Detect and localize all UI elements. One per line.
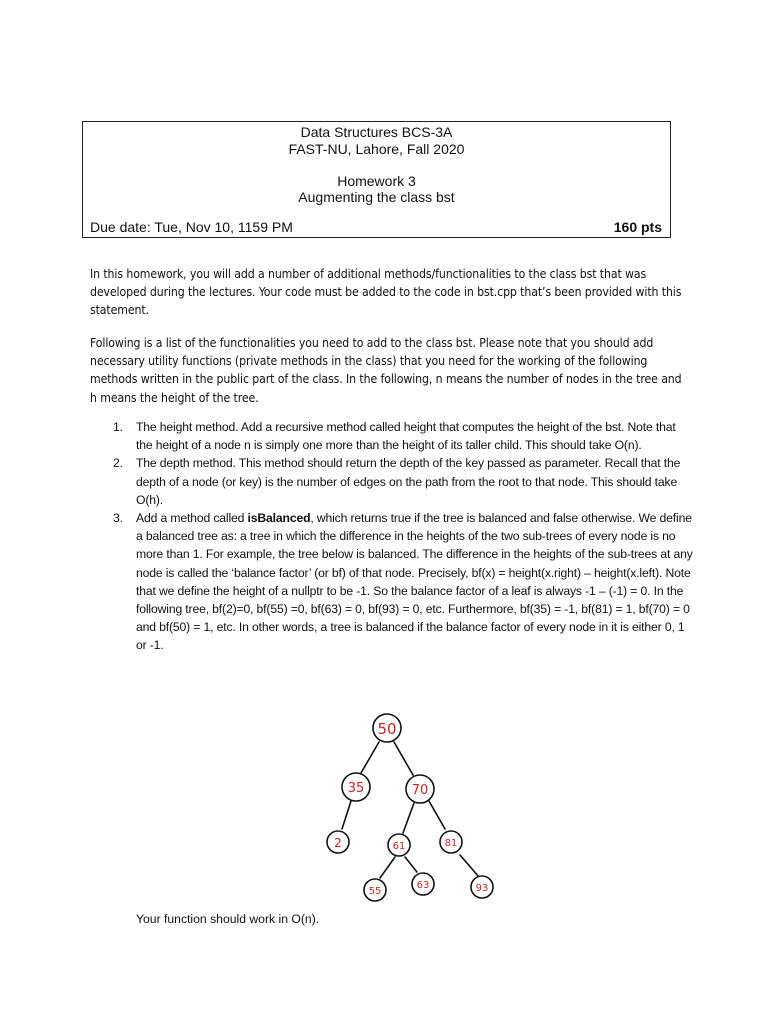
tree-edge	[403, 803, 414, 833]
tree-edge	[361, 742, 379, 773]
institution: FAST-NU, Lahore, Fall 2020	[288, 141, 465, 157]
list-number: 3.	[113, 511, 123, 526]
list-text: The depth method. This method should return the depth of the key passed as parameter. Recall that the depth of a node (or key) is the number of edges on the path from the root to that node. This should take O(h).	[136, 456, 681, 507]
tree-edge	[429, 801, 445, 829]
node-label: 2	[334, 836, 342, 850]
due-date: Due date: Tue, Nov 10, 1159 PM	[90, 219, 293, 235]
node-label: 63	[416, 880, 430, 891]
homework-subtitle: Augmenting the class bst	[298, 189, 455, 205]
node-label: 50	[377, 720, 397, 738]
node-label: 55	[368, 886, 382, 897]
list-item	[113, 509, 693, 655]
node-label: 61	[392, 841, 406, 852]
list-number: 2.	[113, 456, 123, 471]
tree-edge	[405, 857, 417, 872]
closing-note: Your function should work in O(n).	[136, 912, 320, 926]
method-list	[113, 418, 693, 655]
node-label: 70	[411, 783, 429, 798]
list-text: The height method. Add a recursive method called height that computes the height of the bst. Note that the height of a node n is simply one more than the height of its taller child. This should take O(n).	[136, 420, 676, 453]
bst-diagram	[320, 705, 520, 905]
header-box	[82, 121, 671, 238]
node-label: 35	[347, 781, 365, 796]
tree-edge	[380, 857, 395, 878]
node-label: 81	[444, 838, 458, 849]
node-label: 93	[475, 883, 489, 894]
tree-edge	[394, 742, 413, 775]
list-item	[113, 418, 693, 454]
list-text-bold: isBalanced	[247, 511, 311, 526]
points: 160 pts	[613, 219, 662, 235]
tree-edge	[460, 855, 479, 877]
instructions-paragraph: Following is a list of the functionalities you need to add to the class bst. Please note that you should add necessary utility functions (private methods in the class) that you need for the working of the following methods written in the public part of the class. In the following, n means the number of nodes in the tree and h means the height of the tree.	[90, 336, 682, 405]
list-number: 1.	[113, 420, 123, 434]
homework-title: Homework 3	[337, 173, 416, 189]
list-item	[113, 454, 693, 509]
intro-paragraph: In this homework, you will add a number of additional methods/functionalities to the class bst that was developed during the lectures. Your code must be added to the code in bst.cpp that’s been provided with this statement.	[90, 267, 682, 318]
list-text-prefix: Add a method called	[136, 511, 248, 526]
course-title: Data Structures BCS-3A	[300, 124, 453, 140]
list-text-rest: , which returns true if the tree is balanced and false otherwise. We define a balanced tree as: a tree in which the difference in the heights of the two sub-trees of every node is no more than 1. For example, the tree below is balanced. The difference in the heights of the sub-trees at any node is called the ‘balance factor’ (or bf) of that node. Precisely, bf(x) = height(x.right) – height(x.left). Note that we define the height of a nullptr to be -1. So the balance factor of a leaf is always -1 – (-1) = 0. In the following tree, bf(2)=0, bf(55) =0, bf(63) = 0, bf(93) = 0, etc. Furthermore, bf(35) = -1, bf(81) = 1, bf(70) = 0 and bf(50) = 1, etc. In other words, a tree is balanced if the balance factor of every node in it is either 0, 1 or -1.	[136, 511, 693, 653]
tree-edge	[342, 801, 351, 829]
